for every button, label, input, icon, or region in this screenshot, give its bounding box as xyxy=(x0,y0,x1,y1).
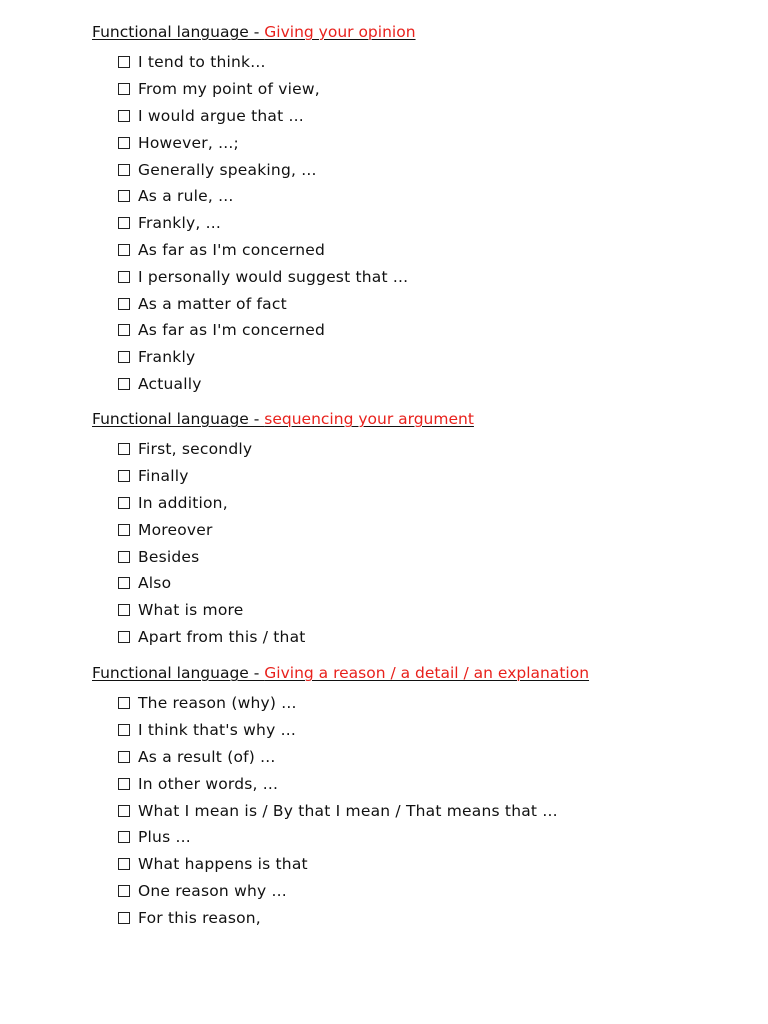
list-item xyxy=(118,717,589,744)
list-item xyxy=(118,543,474,570)
section-heading xyxy=(92,409,474,429)
checkbox[interactable] xyxy=(118,577,130,589)
list-item xyxy=(118,436,474,463)
section-sequencing-argument xyxy=(92,409,474,650)
heading-prefix: Functional language - xyxy=(92,410,265,428)
checkbox[interactable] xyxy=(118,164,130,176)
item-text: As a rule, ... xyxy=(138,187,234,206)
checkbox[interactable] xyxy=(118,885,130,897)
item-text: I tend to think... xyxy=(138,53,266,72)
item-text: I would argue that ... xyxy=(138,106,304,125)
checkbox[interactable] xyxy=(118,912,130,924)
item-text: One reason why ... xyxy=(138,881,287,900)
checkbox[interactable] xyxy=(118,551,130,563)
checkbox[interactable] xyxy=(118,110,130,122)
item-text: From my point of view, xyxy=(138,80,320,99)
checklist xyxy=(92,49,416,397)
checkbox[interactable] xyxy=(118,324,130,336)
checkbox[interactable] xyxy=(118,56,130,68)
list-item xyxy=(118,463,474,490)
list-item xyxy=(118,597,474,624)
checkbox[interactable] xyxy=(118,751,130,763)
list-item xyxy=(118,371,416,398)
list-item xyxy=(118,797,589,824)
list-item xyxy=(118,516,474,543)
item-text: However, ...; xyxy=(138,133,239,152)
list-item xyxy=(118,156,416,183)
list-item xyxy=(118,851,589,878)
section-giving-opinion xyxy=(92,22,416,397)
checkbox[interactable] xyxy=(118,443,130,455)
checkbox[interactable] xyxy=(118,190,130,202)
checkbox[interactable] xyxy=(118,697,130,709)
heading-prefix: Functional language - xyxy=(92,23,265,41)
list-item xyxy=(118,770,589,797)
item-text: I think that's why ... xyxy=(138,721,296,740)
item-text: I personally would suggest that ... xyxy=(138,267,409,286)
item-text: As far as I'm concerned xyxy=(138,240,326,259)
checkbox[interactable] xyxy=(118,831,130,843)
list-item xyxy=(118,824,589,851)
checkbox[interactable] xyxy=(118,805,130,817)
item-text: First, secondly xyxy=(138,440,253,459)
item-text: What happens is that xyxy=(138,855,308,874)
item-text: Frankly, ... xyxy=(138,214,221,233)
list-item xyxy=(118,570,474,597)
item-text: Apart from this / that xyxy=(138,627,306,646)
checkbox[interactable] xyxy=(118,378,130,390)
list-item xyxy=(118,129,416,156)
item-text: Plus ... xyxy=(138,828,191,847)
checkbox[interactable] xyxy=(118,470,130,482)
item-text: Generally speaking, ... xyxy=(138,160,317,179)
list-item xyxy=(118,210,416,237)
checklist xyxy=(92,436,474,650)
list-item xyxy=(118,878,589,905)
checkbox[interactable] xyxy=(118,604,130,616)
list-item xyxy=(118,290,416,317)
heading-accent: Giving a reason / a detail / an explanation xyxy=(264,664,590,682)
item-text: Besides xyxy=(138,547,200,566)
heading-accent: Giving your opinion xyxy=(264,23,416,41)
checkbox[interactable] xyxy=(118,631,130,643)
item-text: Frankly xyxy=(138,348,196,367)
checkbox[interactable] xyxy=(118,244,130,256)
item-text: In other words, ... xyxy=(138,774,279,793)
checkbox[interactable] xyxy=(118,724,130,736)
section-heading xyxy=(92,663,589,683)
section-heading xyxy=(92,22,416,42)
list-item xyxy=(118,490,474,517)
item-text: Moreover xyxy=(138,520,213,539)
item-text: The reason (why) ... xyxy=(138,694,297,713)
list-item xyxy=(118,76,416,103)
section-giving-reason xyxy=(92,663,589,931)
heading-accent: sequencing your argument xyxy=(264,410,474,428)
item-text: Finally xyxy=(138,467,189,486)
item-text: In addition, xyxy=(138,493,228,512)
list-item xyxy=(118,690,589,717)
item-text: What I mean is / By that I mean / That means that ... xyxy=(138,801,558,820)
item-text: For this reason, xyxy=(138,908,261,927)
heading-prefix: Functional language - xyxy=(92,664,265,682)
list-item xyxy=(118,317,416,344)
checkbox[interactable] xyxy=(118,298,130,310)
list-item xyxy=(118,624,474,651)
list-item xyxy=(118,263,416,290)
list-item xyxy=(118,344,416,371)
item-text: As a result (of) ... xyxy=(138,747,276,766)
checkbox[interactable] xyxy=(118,217,130,229)
list-item xyxy=(118,904,589,931)
item-text: Actually xyxy=(138,374,202,393)
item-text: Also xyxy=(138,574,172,593)
checkbox[interactable] xyxy=(118,524,130,536)
checkbox[interactable] xyxy=(118,137,130,149)
checkbox[interactable] xyxy=(118,778,130,790)
checkbox[interactable] xyxy=(118,271,130,283)
list-item xyxy=(118,49,416,76)
checkbox[interactable] xyxy=(118,83,130,95)
item-text: As a matter of fact xyxy=(138,294,287,313)
item-text: What is more xyxy=(138,601,244,620)
checkbox[interactable] xyxy=(118,858,130,870)
checklist xyxy=(92,690,589,931)
checkbox[interactable] xyxy=(118,497,130,509)
list-item xyxy=(118,744,589,771)
checkbox[interactable] xyxy=(118,351,130,363)
list-item xyxy=(118,237,416,264)
list-item xyxy=(118,103,416,130)
list-item xyxy=(118,183,416,210)
item-text: As far as I'm concerned xyxy=(138,321,326,340)
